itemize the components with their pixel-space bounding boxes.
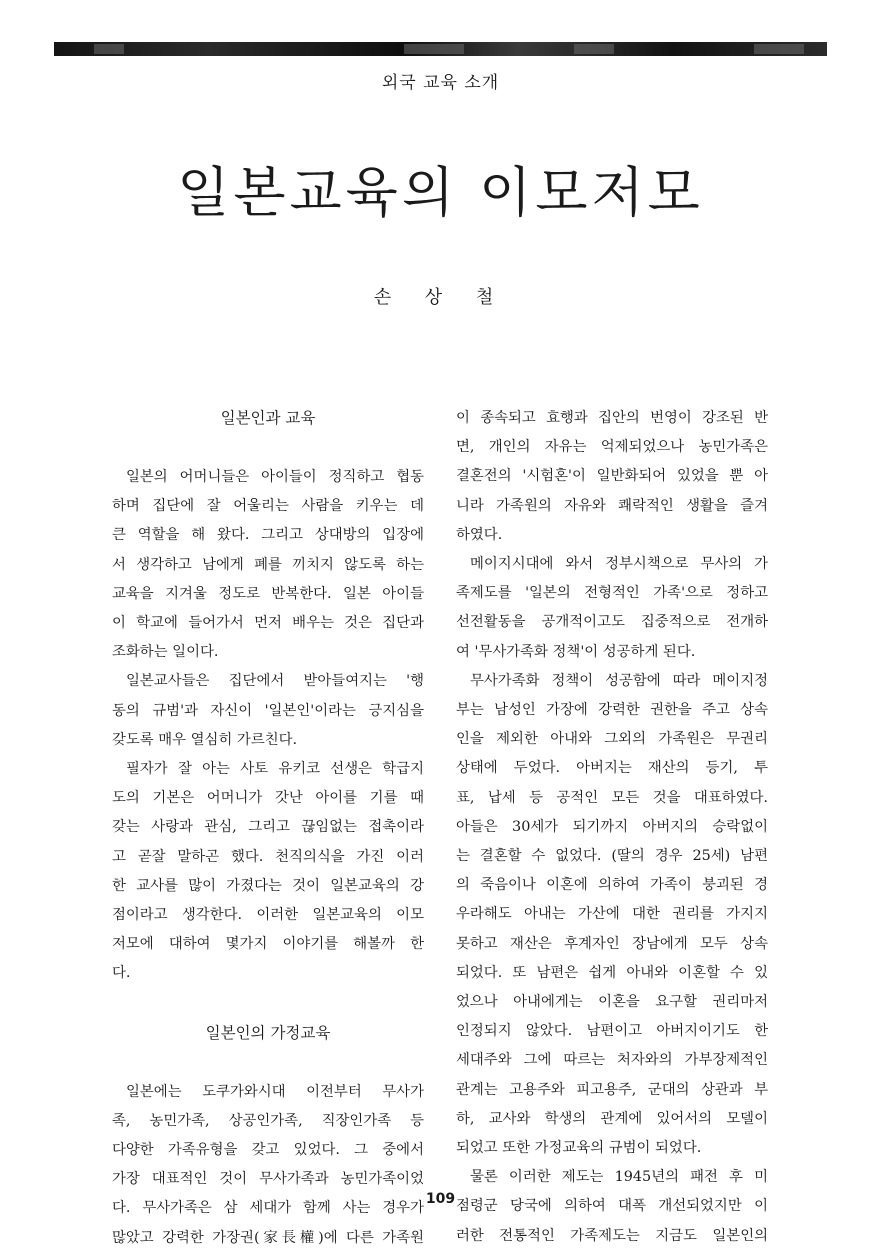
- text-line: 동의 규범'과 자신이 '일본인'이라는 긍지심을: [112, 702, 424, 719]
- text-line: 점이라고 생각한다. 이러한 일본교육의 이모: [112, 907, 424, 924]
- text-line: 조화하는 일이다.: [112, 644, 219, 661]
- text-line: 하였다.: [456, 526, 503, 543]
- article-author: 손 상 철: [373, 287, 508, 308]
- text-line: 큰 역할을 해 왔다. 그리고 상대방의 입장에: [112, 527, 424, 544]
- paragraph: [112, 1078, 424, 1253]
- article-title: 일본교육의 이모저모: [177, 161, 704, 224]
- paragraph: [456, 404, 768, 550]
- text-line: 하, 교사와 학생의 관계에 있어서의 모델이: [456, 1110, 768, 1127]
- bar-texture: [574, 44, 614, 54]
- text-line: 이 학교에 들어가서 먼저 배우는 것은 집단과: [112, 615, 424, 632]
- text-line: 표, 납세 등 공적인 모든 것을 대표하였다.: [456, 789, 768, 806]
- text-line: 일본교사들은 집단에서 받아들여지는 '행: [126, 673, 424, 690]
- section-label: 외국 교육 소개: [381, 73, 500, 93]
- text-line: 러한 전통적인 가족제도는 지금도 일본인의: [456, 1227, 768, 1244]
- text-line: 도의 기본은 어머니가 갓난 아이를 기를 때: [112, 790, 424, 807]
- text-line: 갖는 사랑과 관심, 그리고 끊임없는 접촉이라: [112, 819, 424, 836]
- paragraph: [112, 463, 424, 667]
- paragraph: [456, 1163, 768, 1251]
- text-line: 물론 이러한 제도는 1945년의 패전 후 미: [470, 1169, 768, 1186]
- paragraph: [456, 667, 768, 1163]
- paragraph: [112, 667, 424, 755]
- text-line: 다. 무사가족은 삼 세대가 함께 사는 경우가: [112, 1200, 424, 1217]
- text-line: 무사가족화 정책이 성공함에 따라 메이지정: [470, 672, 768, 689]
- text-line: 인을 제외한 아내와 그외의 가족원은 무권리: [456, 731, 768, 748]
- text-line: 상태에 두었다. 아버지는 재산의 등기, 투: [456, 760, 768, 777]
- text-line: 일본에는 도쿠가와시대 이전부터 무사가: [126, 1083, 424, 1100]
- text-line: 교육을 지겨울 정도로 반복한다. 일본 아이들: [112, 585, 424, 602]
- text-line: 저모에 대하여 몇가지 이야기를 해볼까 한: [112, 936, 424, 953]
- right-column: [456, 404, 768, 1251]
- bar-texture: [754, 44, 804, 54]
- bar-texture: [94, 44, 124, 54]
- text-line: 메이지시대에 와서 정부시책으로 무사의 가: [470, 556, 768, 573]
- text-line: 아들은 30세가 되기까지 아버지의 승락없이: [456, 818, 768, 835]
- text-line: 여 '무사가족화 정책'이 성공하게 된다.: [456, 643, 696, 660]
- text-line: 니라 가족원의 자유와 쾌락적인 생활을 즐겨: [456, 497, 768, 514]
- text-line: 면, 개인의 자유는 억제되었으나 농민가족은: [456, 439, 768, 456]
- text-line: 이 종속되고 효행과 집안의 번영이 강조된 반: [456, 410, 768, 426]
- paragraph: [112, 755, 424, 989]
- page-number: 109: [425, 1191, 456, 1207]
- text-line: 점령군 당국에 의하여 대폭 개선되었지만 이: [456, 1198, 768, 1215]
- text-line: 결혼전의 '시험혼'이 일반화되어 있었을 뿐 아: [456, 468, 768, 485]
- text-line: 필자가 잘 아는 사토 유키코 선생은 학급지: [126, 761, 424, 778]
- text-line: 었으나 아내에게는 이혼을 요구할 권리마저: [456, 994, 768, 1011]
- section-heading: 일본인과 교육: [220, 409, 316, 427]
- text-line: 일본의 어머니들은 아이들이 정직하고 협동: [126, 469, 424, 485]
- top-decorative-bar: [54, 42, 827, 56]
- text-line: 가장 대표적인 것이 무사가족과 농민가족이었: [112, 1171, 424, 1188]
- text-line: 하며 집단에 잘 어울리는 사람을 키우는 데: [112, 498, 424, 515]
- text-line: 선전활동을 공개적이고도 집중적으로 전개하: [456, 614, 768, 631]
- text-line: 다양한 가족유형을 갖고 있었다. 그 중에서: [112, 1142, 424, 1159]
- text-line: 세대주와 그에 따르는 처자와의 가부장제적인: [456, 1052, 768, 1069]
- text-line: 서 생각하고 남에게 폐를 끼치지 않도록 하는: [112, 556, 424, 573]
- text-line: 족, 농민가족, 상공인가족, 직장인가족 등: [112, 1112, 424, 1129]
- paragraph: [456, 550, 768, 667]
- text-line: 는 결혼할 수 없었다. (딸의 경우 25세) 남편: [456, 848, 768, 865]
- text-line: 인정되지 않았다. 남편이고 아버지이기도 한: [456, 1023, 768, 1040]
- text-line: 관계는 고용주와 피고용주, 군대의 상관과 부: [456, 1081, 768, 1098]
- text-line: 갖도록 매우 열심히 가르친다.: [112, 731, 298, 748]
- section-heading: 일본인의 가정교육: [205, 1023, 331, 1042]
- text-line: 되었고 또한 가정교육의 규범이 되었다.: [456, 1140, 702, 1157]
- text-line: 많았고 강력한 가장권(家長權)에 다른 가족원: [112, 1229, 424, 1246]
- text-line: 부는 남성인 가장에 강력한 권한을 주고 상속: [456, 702, 768, 719]
- text-line: 족제도를 '일본의 전형적인 가족'으로 정하고: [456, 585, 768, 602]
- text-line: 못하고 재산은 후계자인 장남에게 모두 상속: [456, 935, 768, 952]
- text-line: 한 교사를 많이 가졌다는 것이 일본교육의 강: [112, 877, 424, 894]
- text-line: 고 곧잘 말하곤 했다. 천직의식을 가진 이러: [112, 848, 424, 865]
- text-line: 의 죽음이나 이혼에 의하여 가족이 붕괴된 경: [456, 877, 768, 894]
- left-column: [112, 404, 424, 1253]
- bar-texture: [404, 44, 464, 54]
- text-line: 우라해도 아내는 가산에 대한 권리를 가지지: [456, 906, 768, 923]
- text-line: 다.: [112, 965, 131, 982]
- text-line: 되었다. 또 남편은 쉽게 아내와 이혼할 수 있: [456, 964, 768, 981]
